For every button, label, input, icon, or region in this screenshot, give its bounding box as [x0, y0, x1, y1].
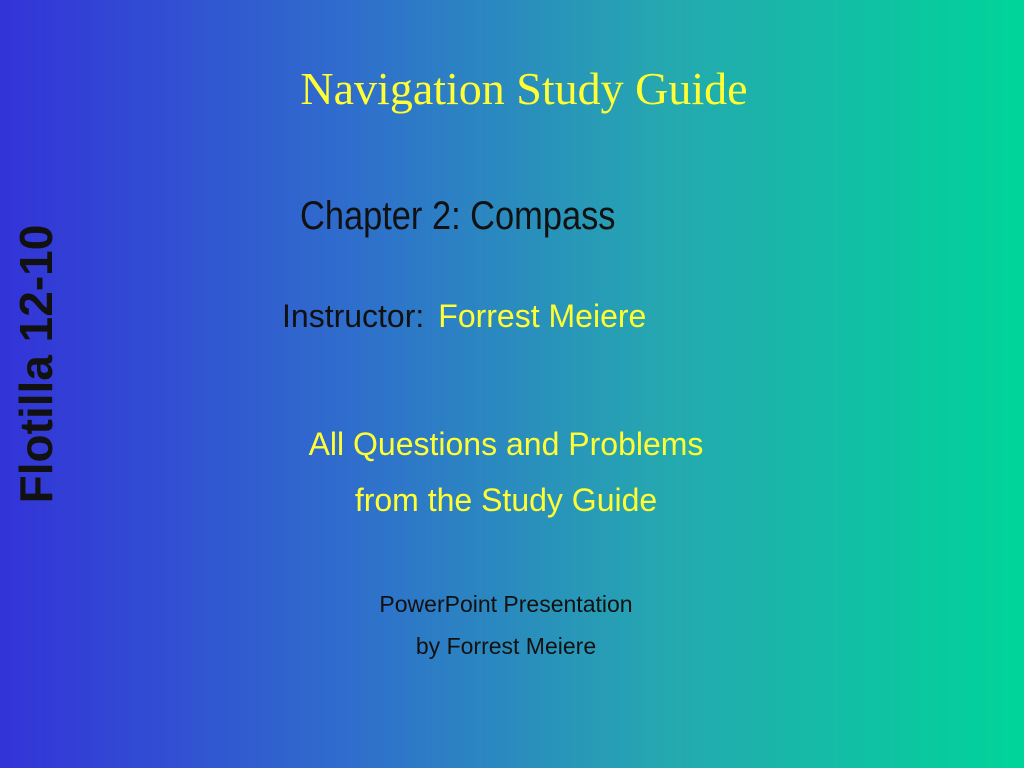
instructor-name: Forrest Meiere	[438, 298, 647, 334]
slide-title: Navigation Study Guide	[300, 63, 748, 114]
questions-line-1: All Questions and Problems	[308, 426, 704, 462]
credit-line-2: by Forrest Meiere	[415, 633, 597, 659]
side-label: Flotilla 12-10	[10, 224, 62, 504]
questions-block	[0, 416, 1012, 528]
questions-line-2: from the Study Guide	[354, 482, 658, 518]
credit-block	[0, 583, 1012, 667]
instructor-line	[282, 298, 646, 335]
credit-line-1: PowerPoint Presentation	[379, 591, 633, 617]
instructor-label: Instructor:	[282, 298, 425, 334]
chapter-heading: Chapter 2: Compass	[300, 194, 616, 238]
